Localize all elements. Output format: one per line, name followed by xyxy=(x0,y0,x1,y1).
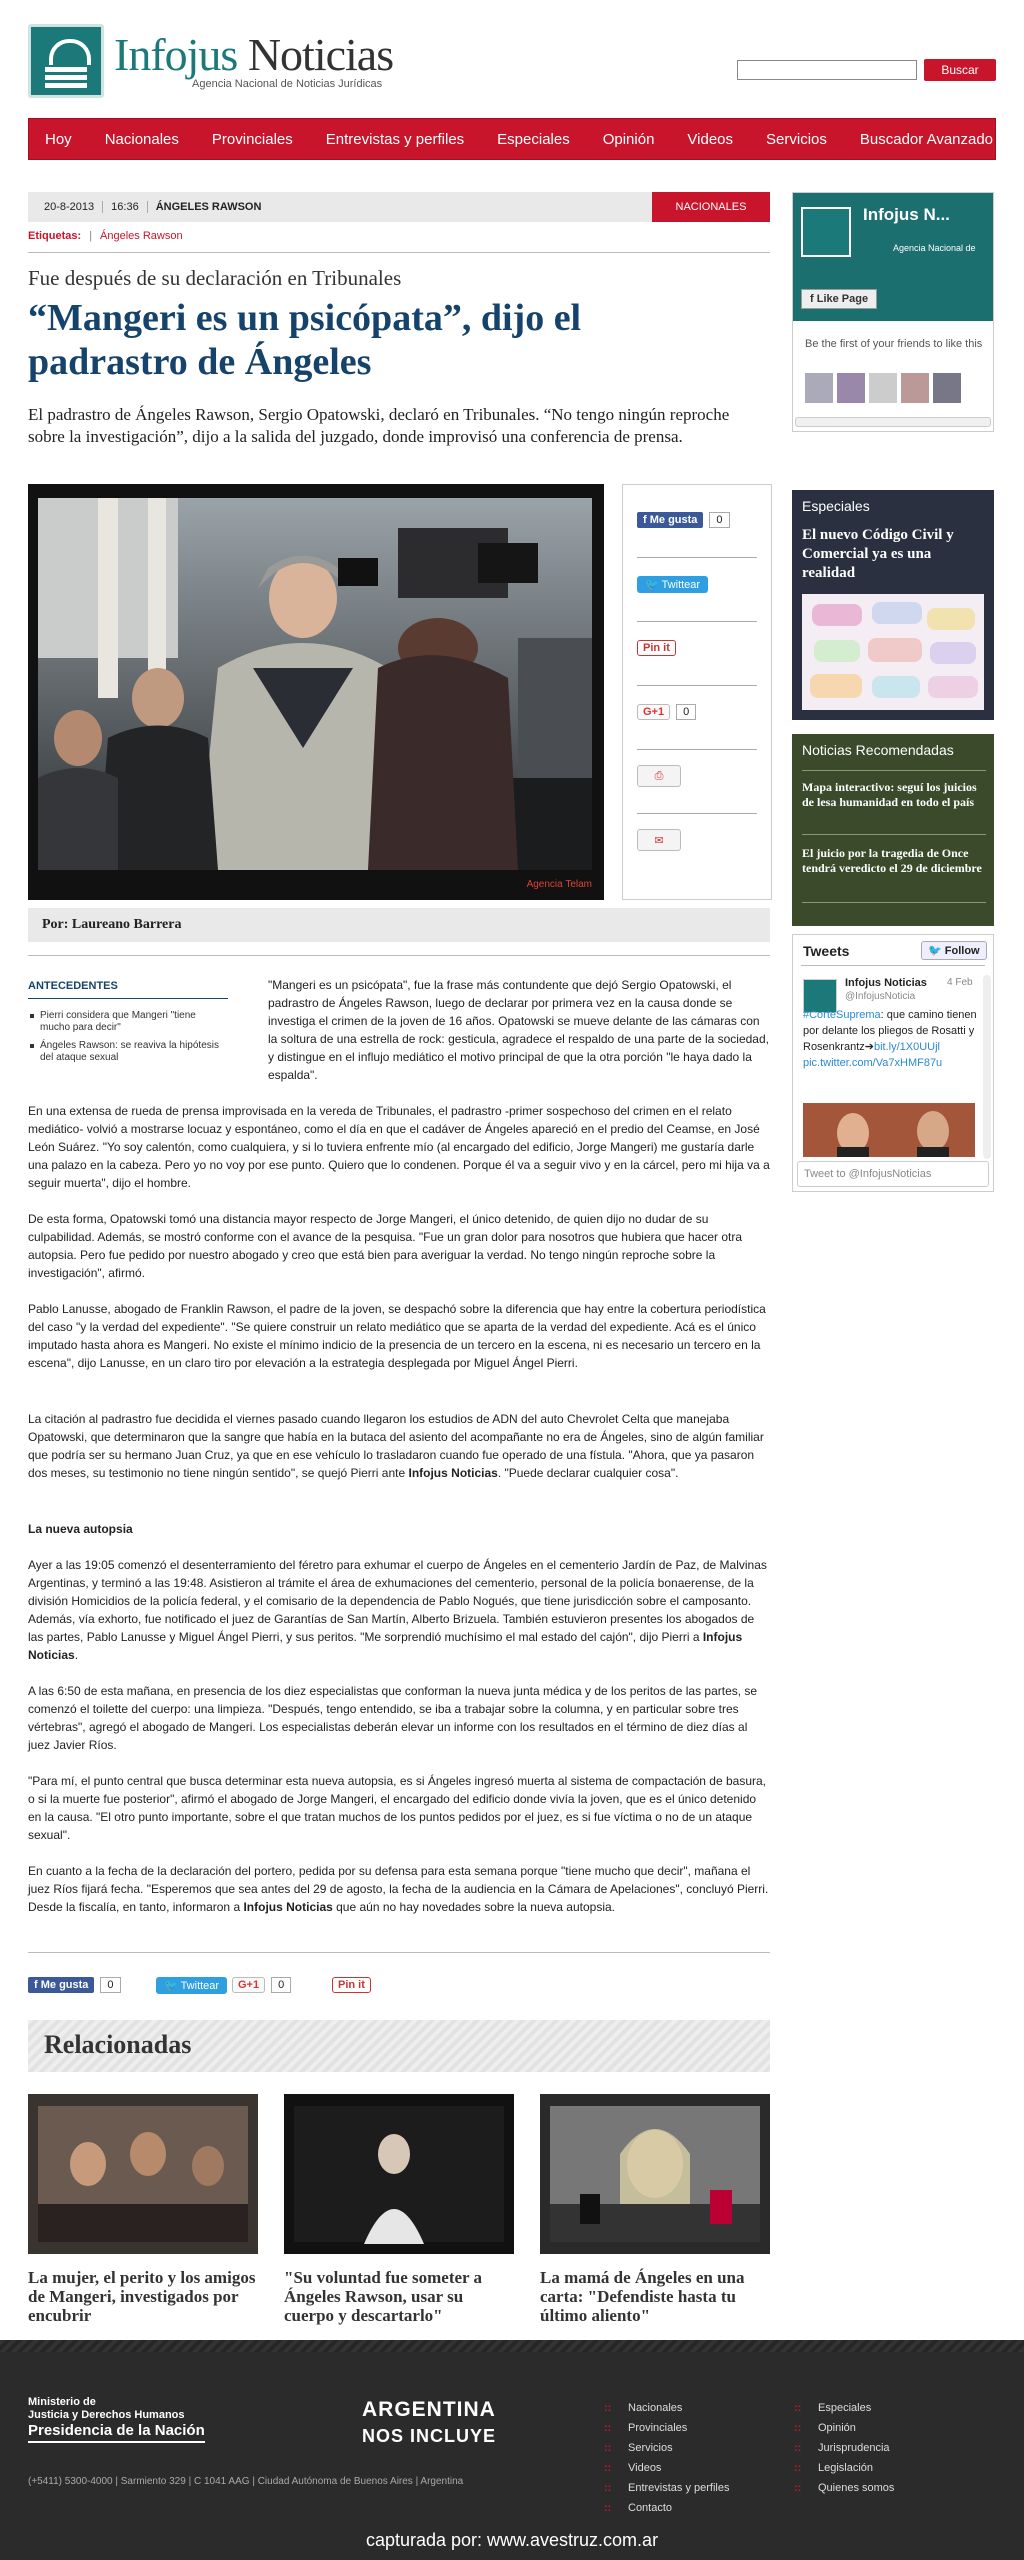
related-image[interactable] xyxy=(28,2094,258,2254)
article-paragraph: A las 6:50 de esta mañana, en presencia de los diez especialistas que conforman la nueva junta médica y de los peritos de las partes, se comenzó el toilette del cuerpo: una limpieza. "Después, tengo entendido, se iba a trabajar sobre la columna, y en particular sobre tres vértebras", agregó el abogado de Mangeri. Los especialistas deberán elevar un informe con los resultados en el término de diez días al juez Javier Ríos. xyxy=(28,1684,758,1752)
especiales-label: Especiales xyxy=(802,498,870,514)
divider xyxy=(28,955,770,956)
especiales-headline[interactable]: El nuevo Código Civil y Comercial ya es una realidad xyxy=(802,527,954,581)
article-paragraph: En una extensa de rueda de prensa improvisada en la vereda de Tribunales, el padrastro -primer sospechoso del crimen en el relato mediático- volvió a mostrarse locuaz y espontáneo, como el día en que el cadáver de Ángeles apareció en el predio del Ceamse, en José León Suárez. "Yo soy calentón, como cualquiera, y si lo tuviera enfrente mío (al encargado del edificio, Jorge Mangeri) me gustaría darle una palazo en la cabeza. Pero yo no voy por ese punto. Quiero que lo condenen. Porque él va a seguir vivo y en la cárcel, pero mi hija va a seguir muerta", dijo el hombre. xyxy=(28,1104,770,1190)
twitter-icon: 🐦 xyxy=(164,1979,181,1992)
ministry-line1: Ministerio de xyxy=(28,2396,96,2408)
brand-subtitle: Agencia Nacional de Noticias Jurídicas xyxy=(192,78,383,90)
article-time: 16:36 xyxy=(103,201,148,213)
ministry-line2: Justicia y Derechos Humanos xyxy=(28,2409,185,2421)
facebook-icon: f xyxy=(810,293,817,305)
related-caption[interactable]: La mujer, el perito y los amigos de Mangeri, investigados por encubrir xyxy=(28,2268,256,2325)
print-icon[interactable]: ⎙ xyxy=(637,765,681,787)
divider xyxy=(637,749,757,750)
recomendadas-box xyxy=(792,734,994,926)
footer-link[interactable]: :: Jurisprudencia xyxy=(794,2438,894,2458)
paragraph-text: . xyxy=(74,1648,79,1662)
tweet-image[interactable] xyxy=(803,1103,975,1157)
presidency-logo[interactable]: Presidencia de la Nación xyxy=(28,2422,205,2443)
nav-item-nacionales[interactable]: Nacionales xyxy=(104,130,179,148)
footer-link[interactable]: :: Entrevistas y perfiles xyxy=(604,2478,729,2498)
tags-label: Etiquetas: xyxy=(28,230,82,242)
recomendadas-item[interactable]: El juicio por la tragedia de Once tendrá veredicto el 29 de diciembre xyxy=(802,846,982,875)
brand-mention: Infojus Noticias xyxy=(408,1466,498,1480)
recomendadas-item[interactable]: Mapa interactivo: seguí los juicios de lesa humanidad en todo el país xyxy=(802,780,977,809)
facebook-like-count: 0 xyxy=(709,512,729,528)
facebook-like-page-label: Like Page xyxy=(816,293,869,305)
footer-link[interactable]: :: Opinión xyxy=(794,2418,894,2438)
divider xyxy=(801,965,985,966)
footer-address: (+5411) 5300-4000 | Sarmiento 329 | C 1041 AAG | Ciudad Autónoma de Buenos Aires | Argentina xyxy=(28,2476,464,2487)
footer-link[interactable]: :: Nacionales xyxy=(604,2398,729,2418)
vertical-scrollbar[interactable] xyxy=(983,975,991,1159)
article-date: 20-8-2013 xyxy=(36,201,103,213)
article-paragraph: "Mangeri es un psicópata", fue la frase más contundente que dejó Sergio Opatowski, el padrastro de Ángeles Rawson, luego de declarar por primera vez en la causa donde se investiga el crimen de la joven de 16 años. Opatowski se mueve delante de las cámaras con la soltura de una estrella de rock: gesticula, agradece el respaldo de una parte de la sociedad, y distingue en el influjo mediático el motivo principal de que la otra porción "le haya dado la espalda". xyxy=(268,978,769,1082)
tweet-text xyxy=(803,1007,983,1071)
footer-link[interactable]: :: Provinciales xyxy=(604,2418,729,2438)
article-lead: El padrastro de Ángeles Rawson, Sergio Opatowski, declaró en Tribunales. “No tengo ningún reproche sobre la investigación”, dijo a la salida del juzgado, donde improvisó una conferencia de prensa. xyxy=(28,405,730,446)
divider xyxy=(637,685,757,686)
facebook-like-button[interactable] xyxy=(637,512,703,528)
facebook-cover[interactable] xyxy=(793,193,993,321)
logo-icon[interactable] xyxy=(28,24,104,98)
tags xyxy=(28,230,183,242)
recomendadas-label: Noticias Recomendadas xyxy=(802,742,954,758)
friend-avatar[interactable] xyxy=(901,373,929,403)
divider xyxy=(28,252,770,253)
tweet-date[interactable]: 4 Feb xyxy=(947,977,973,988)
tweets-title: Tweets xyxy=(803,943,850,959)
article-headline: “Mangeri es un psicópata”, dijo el padrastro de Ángeles xyxy=(28,297,582,383)
footer-link[interactable]: :: Quienes somos xyxy=(794,2478,894,2498)
related-card[interactable] xyxy=(284,2094,514,2325)
related-image[interactable] xyxy=(540,2094,770,2254)
nav-item-videos[interactable]: Videos xyxy=(687,130,734,148)
divider xyxy=(28,998,228,999)
antecedentes-title: ANTECEDENTES xyxy=(28,980,118,992)
divider xyxy=(802,834,986,835)
ministry-name xyxy=(28,2396,185,2422)
footer-link[interactable]: :: Contacto xyxy=(604,2498,729,2518)
tweet-button[interactable] xyxy=(637,576,708,593)
antecedentes-list xyxy=(28,1010,228,1070)
facebook-icon: f xyxy=(643,514,650,526)
footer-link[interactable]: :: Legislación xyxy=(794,2458,894,2478)
related-caption[interactable]: La mamá de Ángeles en una carta: "Defendiste hasta tu último aliento" xyxy=(540,2268,745,2325)
footer-link[interactable]: :: Servicios xyxy=(604,2438,729,2458)
tweet-link[interactable]: pic.twitter.com/Va7xHMF87u xyxy=(803,1057,943,1069)
facebook-like-button[interactable] xyxy=(28,1977,94,1993)
argentina-logo-line1[interactable]: ARGENTINA xyxy=(362,2398,496,2421)
facebook-like-label: Me gusta xyxy=(40,1979,89,1991)
argentina-logo-line2[interactable]: NOS INCLUYE xyxy=(362,2426,497,2446)
tweet-link[interactable]: bit.ly/1X0UUjl xyxy=(873,1041,940,1053)
tags-separator: | xyxy=(89,230,93,242)
photo-credit: Agencia Telam xyxy=(526,879,592,890)
google-plus-button[interactable]: G+1 xyxy=(232,1977,265,1993)
facebook-widget xyxy=(792,192,994,432)
friend-avatar[interactable] xyxy=(869,373,897,403)
facebook-like-page-button[interactable] xyxy=(801,289,877,309)
antecedentes-link[interactable]: Pierri considera que Mangeri "tiene mucho para decir" xyxy=(28,1010,228,1034)
twitter-icon: 🐦 xyxy=(645,578,662,591)
divider xyxy=(802,770,986,771)
nav-item-entrevistas[interactable]: Entrevistas y perfiles xyxy=(325,130,465,148)
tweet-author-handle[interactable]: @InfojusNoticia xyxy=(845,991,916,1002)
nav-item-hoy[interactable]: Hoy xyxy=(45,130,72,148)
photo-image xyxy=(38,498,592,870)
divider xyxy=(28,1952,770,1953)
related-card[interactable] xyxy=(540,2094,770,2325)
tweet-hashtag[interactable]: #CorteSuprema xyxy=(803,1009,881,1021)
facebook-icon: f xyxy=(34,1979,41,1991)
paragraph-text: . "Puede declarar cualquier cosa". xyxy=(497,1466,679,1480)
paragraph-text: La citación al padrastro fue decidida el viernes pasado cuando llegaron los estudios de ADN del auto Chevrolet Celta que manejaba Opatowski, que determinaron que la sangre que había en la butaca del asiento del acompañante no era de Ángeles, sino de algún familiar que podría ser su hermano Juan Cruz, ya que en ese vehículo lo trasladaron cuando fue operado de una fístula. "Ahora, que ya pasaron dos meses, su testimonio no tiene ningún sentido", se quejó Pierri ante xyxy=(28,1412,764,1480)
section-badge[interactable]: NACIONALES xyxy=(652,192,770,222)
article-paragraph xyxy=(28,1862,770,1916)
tweet-button[interactable] xyxy=(156,1977,227,1994)
article-paragraph xyxy=(28,1556,770,1664)
bottom-share-bar xyxy=(28,1974,770,1998)
tag-link[interactable]: Ángeles Rawson xyxy=(100,230,183,242)
footer-link[interactable]: :: Especiales xyxy=(794,2398,894,2418)
article-kicker: Fue después de su declaración en Tribunales xyxy=(28,266,402,290)
pin-it-button[interactable]: Pin it xyxy=(332,1977,371,1993)
related-caption[interactable]: "Su voluntad fue someter a Ángeles Rawson, usar su cuerpo y descartarlo" xyxy=(284,2268,483,2325)
footer-link[interactable]: :: Videos xyxy=(604,2458,729,2478)
paragraph-text: que aún no hay novedades sobre la nueva autopsia. xyxy=(332,1900,616,1914)
main-nav xyxy=(28,118,996,160)
tweet-to-input[interactable]: Tweet to @InfojusNoticias xyxy=(797,1161,989,1187)
brand-logo[interactable] xyxy=(114,30,393,80)
article-photo xyxy=(28,484,604,900)
facebook-friends-text: Be the first of your friends to like this xyxy=(805,338,983,350)
twitter-widget xyxy=(792,934,994,1192)
divider xyxy=(802,902,986,903)
divider xyxy=(637,557,757,558)
search-input[interactable] xyxy=(737,60,917,80)
follow-label: Follow xyxy=(944,945,980,957)
tweet-author-name[interactable]: Infojus Noticias xyxy=(845,977,927,989)
twitter-icon: 🐦 xyxy=(928,945,945,957)
especiales-box[interactable] xyxy=(792,490,994,720)
tweet-label: Twittear xyxy=(180,1979,220,1992)
footer-links-col2 xyxy=(794,2398,894,2498)
facebook-like-label: Me gusta xyxy=(649,514,698,526)
facebook-like-count: 0 xyxy=(100,1977,120,1993)
nav-item-provinciales[interactable]: Provinciales xyxy=(211,130,293,148)
tweet-body: : que camino tienen por delante los pliegos de Rosatti y Rosenkrantz➔ xyxy=(803,1009,977,1053)
footer-links-col1 xyxy=(604,2398,729,2518)
paragraph-text: En cuanto a la fecha de la declaración del portero, pedida por su defensa para esta semana porque "tiene mucho que decir", mañana el juez Ríos fijará fecha. "Esperemos que sea antes del 29 de agosto, la fecha de la audiencia en la Cámara de Apelaciones", concluyó Pierri. Desde la fiscalía, en tanto, informaron a xyxy=(28,1864,769,1914)
article-paragraph: Pablo Lanusse, abogado de Franklin Rawson, el padre de la joven, se despachó sobre la diferencia que hay entre la cobertura periodística del caso "y la verdad del expediente". "Se quiere construir un relato mediático que se aparta de la verdad del expediente. Acá es el único imputado hasta ahora es Mangeri. No existe el mínimo indicio de la presencia de un tercero en la escena, ni es necesario un tercero en la escena", dijo Lanusse, en un claro tiro por elevación a la estrategia desplegada por Miguel Ángel Pierri. xyxy=(28,1302,766,1370)
paragraph-text: Ayer a las 19:05 comenzó el desenterramiento del féretro para exhumar el cuerpo de Ángeles en el cementerio Jardín de Paz, de Malvinas Argentinas, y terminó a las 19:48. Asistieron al trámite el área de exhumaciones del cementerio, personal de la policía bonaerense, de la división Homicidios de la policía federal, y el comisario de la dependencia de Pablo Nogués, que tiene jurisdicción sobre el camposanto. Además, vía exhorto, fue notificado el juez de Garantías de San Martín, Alberto Brizuela. También estuvieron presentes los abogados de las partes, Pablo Lanusse y Miguel Ángel Pierri, y sus peritos. "Me sorprendió muchísimo el mal estado del cajón", dijo Pierri a xyxy=(28,1558,767,1644)
related-card[interactable] xyxy=(28,2094,258,2325)
divider xyxy=(637,813,757,814)
nav-item-especiales[interactable]: Especiales xyxy=(497,130,570,148)
nav-item-servicios[interactable]: Servicios xyxy=(766,130,827,148)
brand-part1: Infojus xyxy=(114,29,238,80)
article-paragraph: "Para mí, el punto central que busca determinar esta nueva autopsia, es si Ángeles ingresó muerta al sistema de compactación de basura, o si la muerte fue posterior", afirmó el abogado de Jorge Mangeri, el encargado del edificio donde vivía la joven, que es el único detenido en la causa. "El otro punto importante, sobre el que tratan muchos de los puntos pedidos por el juez, es si fue víctima o no de un ataque sexual". xyxy=(28,1774,767,1842)
article-paragraph: De esta forma, Opatowski tomó una distancia mayor respecto de Jorge Mangeri, el único detenido, de quien dijo no dudar de su culpabilidad. Además, se mostró conforme con el avance de la pesquisa. "Fue un gran dolor para nosotros que hubiera que hacer otra autopsia. Pero fue pedido por nuestro abogado y creo que está bien para averiguar la verdad. No tengo ningún reproche sobre la investigación", afirmó. xyxy=(28,1212,743,1280)
brand-part2: Noticias xyxy=(247,29,394,80)
logo-icon xyxy=(801,207,851,257)
pin-it-button[interactable]: Pin it xyxy=(637,640,676,656)
share-panel xyxy=(622,484,772,900)
follow-button[interactable] xyxy=(921,941,987,960)
facebook-page-name[interactable]: Infojus N... xyxy=(863,205,950,224)
article-paragraph xyxy=(28,1410,770,1482)
friend-avatar[interactable] xyxy=(805,373,833,403)
google-plus-count: 0 xyxy=(676,704,696,720)
nav-item-opinion[interactable]: Opinión xyxy=(602,130,655,148)
related-title: Relacionadas xyxy=(44,2030,192,2059)
related-image[interactable] xyxy=(284,2094,514,2254)
search-button[interactable]: Buscar xyxy=(924,59,996,81)
nav-item-buscador[interactable]: Buscador Avanzado xyxy=(859,130,994,148)
friend-avatar[interactable] xyxy=(933,373,961,403)
article-byline: Por: Laureano Barrera xyxy=(28,908,770,942)
friend-avatar[interactable] xyxy=(837,373,865,403)
tweet-label: Twittear xyxy=(661,578,701,591)
google-plus-count: 0 xyxy=(271,1977,291,1993)
especiales-image[interactable] xyxy=(802,594,984,710)
brand-mention: Infojus Noticias xyxy=(243,1900,333,1914)
email-icon[interactable]: ✉ xyxy=(637,829,681,851)
antecedentes-link[interactable]: Ángeles Rawson: se reaviva la hipótesis del ataque sexual xyxy=(28,1040,228,1064)
article-subhead: La nueva autopsia xyxy=(28,1522,133,1536)
facebook-page-subtitle: Agencia Nacional de xyxy=(893,243,976,253)
brand-mention: Infojus Noticias xyxy=(28,1630,743,1662)
divider xyxy=(637,621,757,622)
article-topic[interactable]: ÁNGELES RAWSON xyxy=(155,201,262,213)
captured-by-watermark: capturada por: www.avestruz.com.ar xyxy=(365,2530,659,2550)
horizontal-scrollbar[interactable] xyxy=(795,417,991,427)
google-plus-button[interactable]: G+1 xyxy=(637,704,670,720)
